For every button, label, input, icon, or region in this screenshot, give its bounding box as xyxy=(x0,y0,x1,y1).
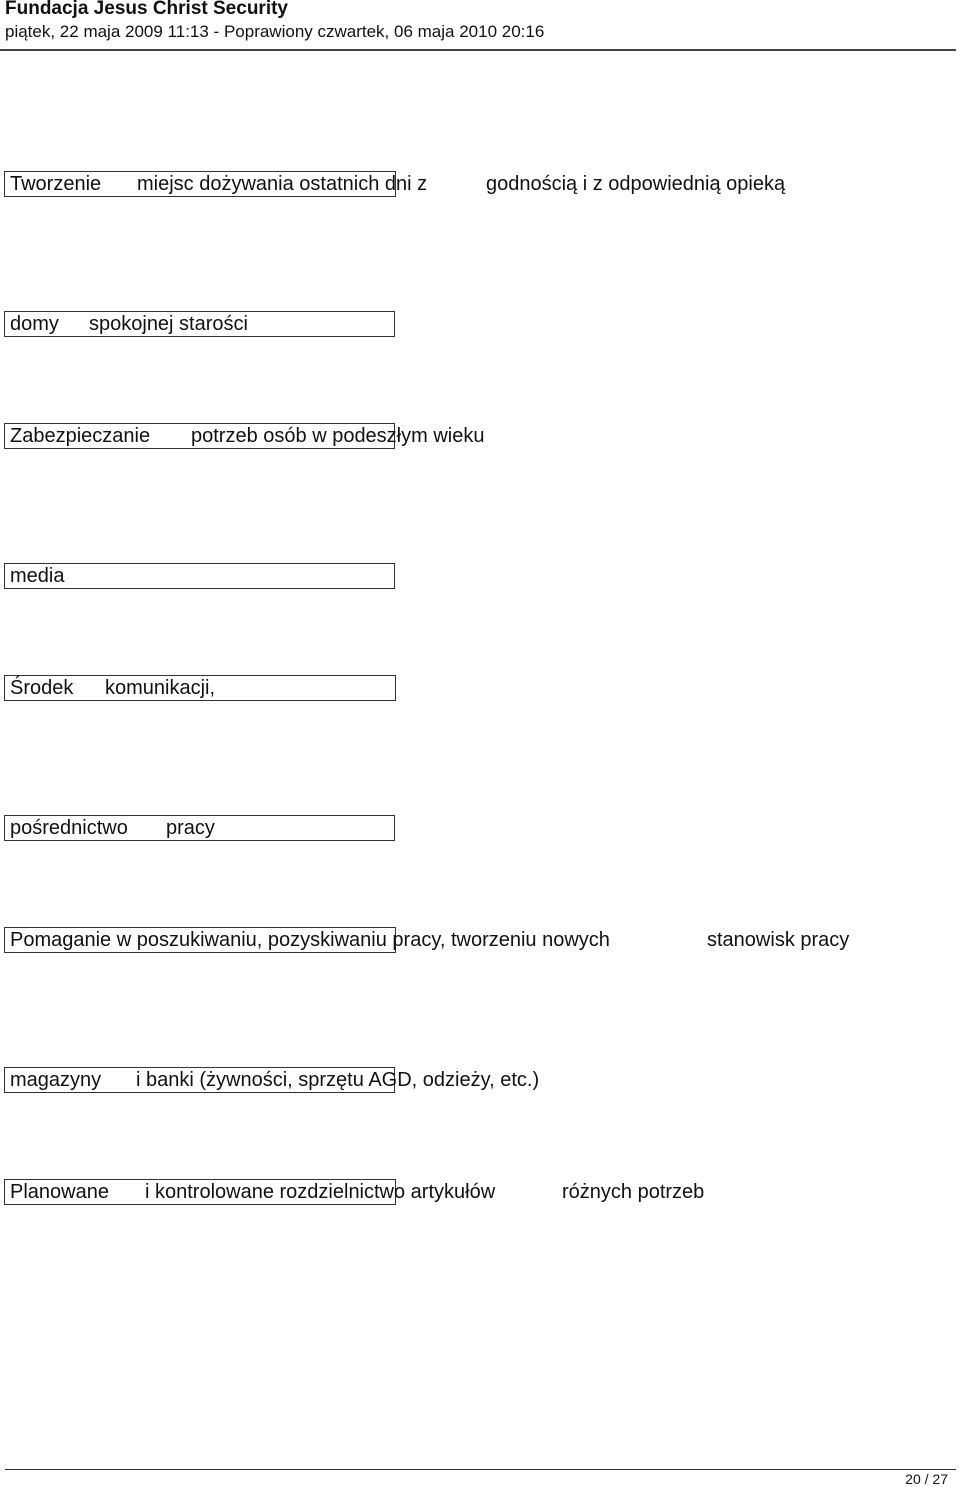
entry-text: pracy xyxy=(166,817,215,839)
entry-text: stanowisk pracy xyxy=(707,929,850,951)
entry-term: magazyny xyxy=(10,1069,102,1091)
entry-term: Zabezpieczanie xyxy=(10,425,151,447)
site-title: Fundacja Jesus Christ Security xyxy=(5,0,288,19)
entry-text: różnych potrzeb xyxy=(562,1181,705,1203)
footer-rule xyxy=(5,1469,956,1470)
entry-term: pośrednictwo xyxy=(10,817,128,839)
entry-term: media xyxy=(10,565,65,587)
entry-text: spokojnej starości xyxy=(89,313,248,335)
entry-text: i banki (żywności, sprzętu AGD, odzieży, etc.) xyxy=(136,1069,540,1091)
entry-term: Tworzenie xyxy=(10,173,102,195)
entry-text: potrzeb osób w podeszłym wieku xyxy=(191,425,485,447)
entry-text: godnością i z odpowiednią opieką xyxy=(486,173,786,195)
page-number: 20 / 27 xyxy=(905,1471,948,1487)
entry-text: komunikacji, xyxy=(105,677,216,699)
entry-term: Planowane xyxy=(10,1181,109,1203)
entry-text: i kontrolowane rozdzielnictwo artykułów xyxy=(145,1181,496,1203)
entry-term: domy xyxy=(10,313,59,335)
meta-dates: piątek, 22 maja 2009 11:13 - Poprawiony czwartek, 06 maja 2010 20:16 xyxy=(5,22,545,41)
entry-term: Środek xyxy=(10,677,74,699)
entry-term: Pomaganie w poszukiwaniu, pozyskiwaniu pracy, tworzeniu nowych xyxy=(10,929,610,951)
entry-text: miejsc dożywania ostatnich dni z xyxy=(137,173,428,195)
page-header xyxy=(0,0,956,51)
